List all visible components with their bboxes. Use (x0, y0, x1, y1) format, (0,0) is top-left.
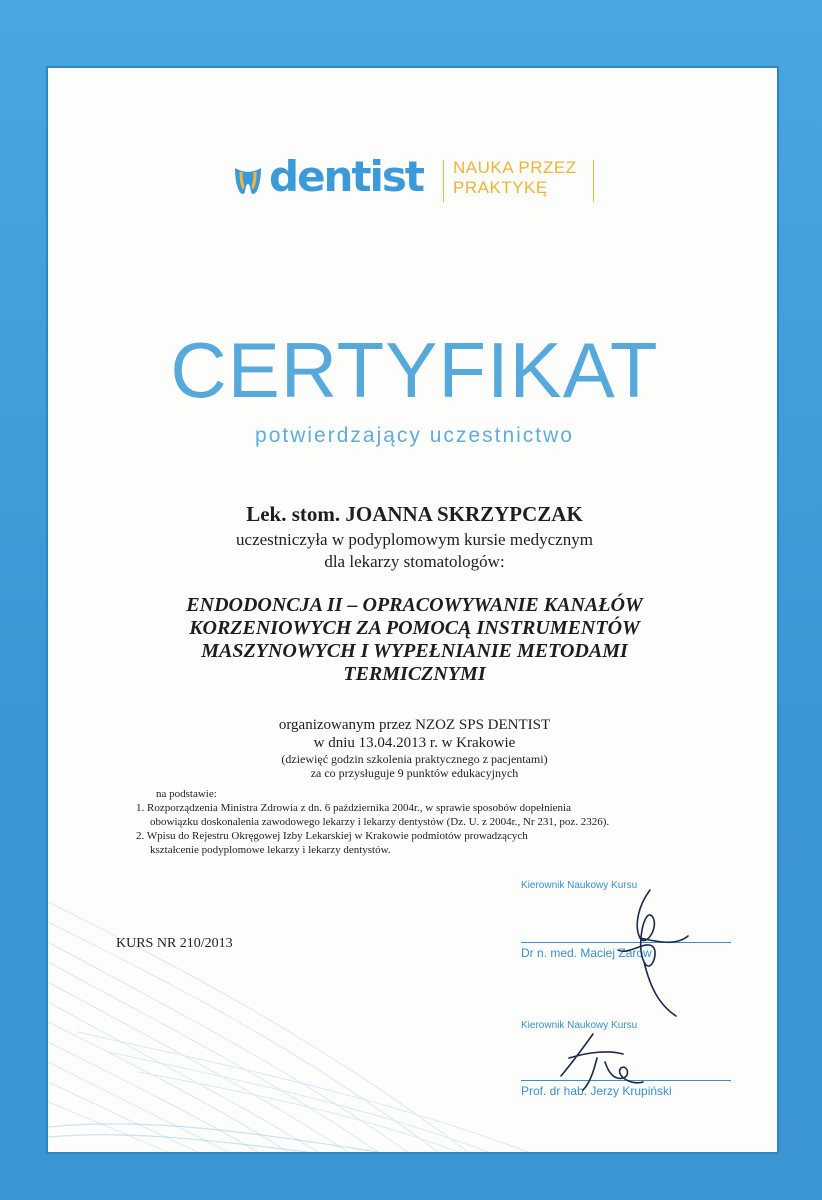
points-note: za co przysługuje 9 punktów edukacyjnych (310, 766, 519, 780)
signatory-name: Dr n. med. Maciej Zarow (521, 946, 652, 960)
signature-caption: Kierownik Naukowy Kursu (521, 1020, 638, 1031)
course-details (48, 716, 779, 780)
logo-tagline-line2: PRAKTYKĘ (453, 178, 548, 197)
legal-basis-heading: na podstawie: (156, 788, 217, 800)
legal-basis-item: obowiązku doskonalenia zawodowego lekarzy i lekarzy dentystów (Dz. U. z 2004r., Nr 231, poz. 2326). (150, 816, 610, 828)
course-title-line: ENDODONCJA II – OPRACOWYWANIE KANAŁÓW (186, 594, 643, 616)
course-title-line: KORZENIOWYCH ZA POMOCĄ INSTRUMENTÓW (189, 617, 640, 639)
signature-block-1 (521, 880, 731, 970)
logo-divider (593, 160, 594, 202)
date-place-text: w dniu 13.04.2013 r. w Krakowie (313, 735, 516, 751)
certificate-subtitle: potwierdzający uczestnictwo (255, 424, 574, 447)
legal-basis (126, 787, 746, 857)
logo-tagline (453, 158, 593, 198)
dentist-logo (231, 154, 611, 206)
legal-basis-item: kształcenie podyplomowe lekarzy i lekarzy dentystów. (150, 844, 391, 856)
tooth-logo-icon (231, 164, 265, 198)
course-title-line: MASZYNOWYCH I WYPEŁNIANIE METODAMI (201, 640, 628, 662)
course-number: KURS NR 210/2013 (116, 936, 233, 951)
organizer-text: organizowanym przez NZOZ SPS DENTIST (278, 717, 551, 733)
signature-caption: Kierownik Naukowy Kursu (521, 880, 638, 891)
certificate-sheet (46, 66, 779, 1154)
hours-note: (dziewięć godzin szkolenia praktycznego z pacjentami) (281, 752, 548, 766)
intro-text: uczestniczyła w podyplomowym kursie medycznym (236, 530, 593, 549)
signature-line (521, 1080, 731, 1081)
legal-basis-item: 2. Wpisu do Rejestru Okręgowej Izby Lekarskiej w Krakowie podmiotów prowadzących (136, 830, 528, 842)
recipient-name: Lek. stom. JOANNA SKRZYPCZAK (246, 502, 583, 526)
course-title-line: TERMICZNYMI (343, 663, 486, 685)
course-title (48, 594, 779, 686)
signature-line (521, 942, 731, 943)
logo-tagline-line1: NAUKA PRZEZ (453, 158, 577, 177)
logo-divider (443, 160, 444, 202)
certificate-title: CERTYFIKAT (170, 326, 659, 414)
legal-basis-item: 1. Rozporządzenia Ministra Zdrowia z dn. 6 października 2004r., w sprawie sposobów dopełnienia (136, 802, 571, 814)
logo-wordmark: dentist (269, 152, 423, 201)
signatory-name: Prof. dr hab. Jerzy Krupiński (521, 1084, 672, 1098)
signature-block-2 (521, 1020, 731, 1098)
intro-text: dla lekarzy stomatologów: (324, 552, 505, 571)
